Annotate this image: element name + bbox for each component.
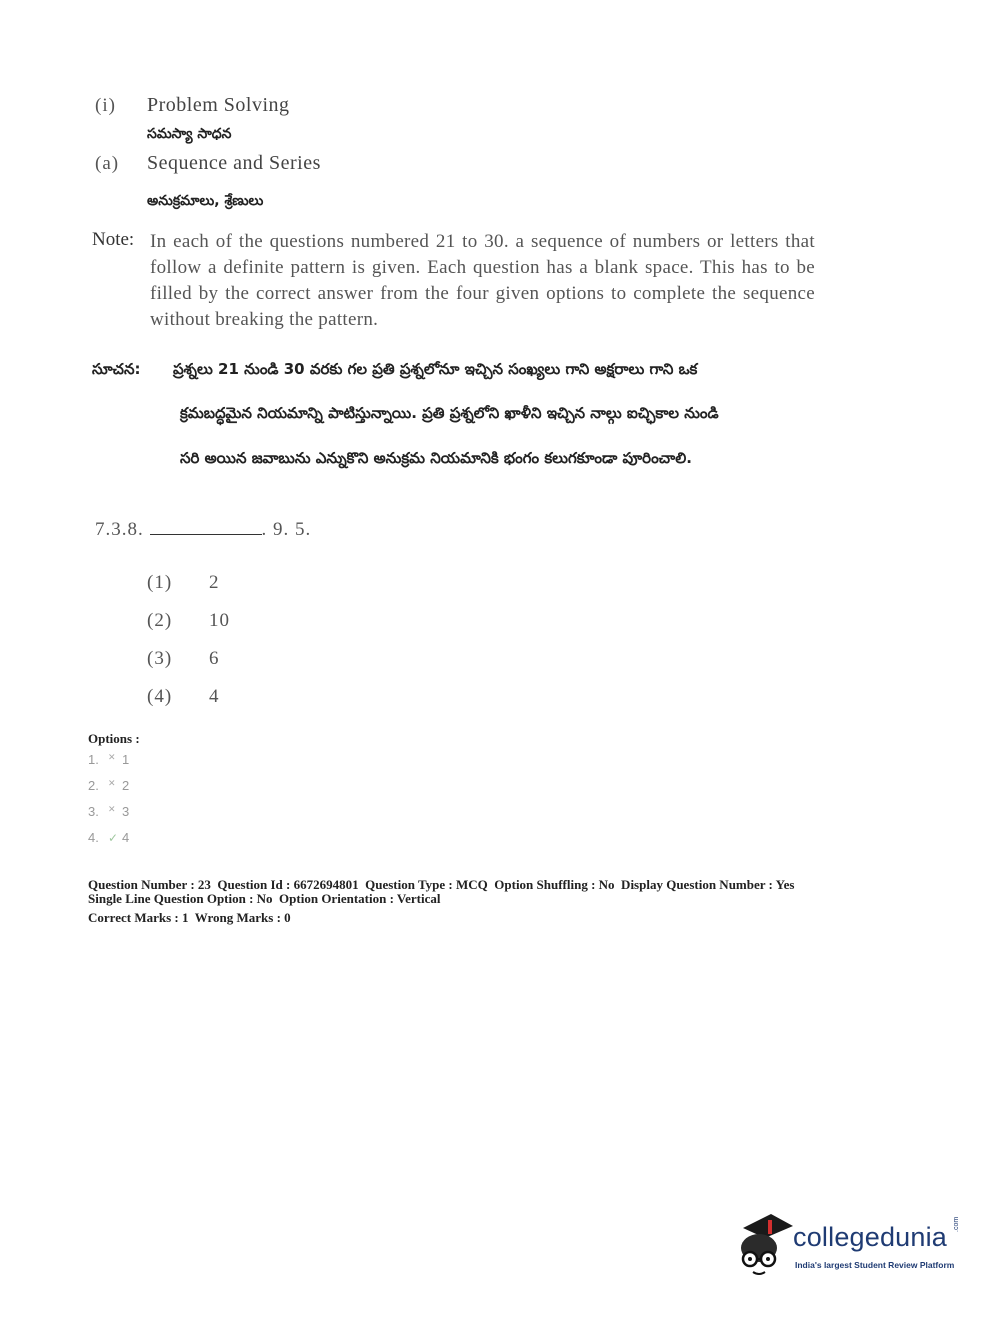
choice-number: (1) [147, 572, 173, 593]
question-after: . 9. 5. [261, 519, 312, 540]
section-a-number: (a) [95, 153, 120, 174]
option-item [88, 752, 129, 778]
option-item [88, 778, 129, 804]
telugu-note-line1: ప్రశ్నలు 21 నుండి 30 వరకు గల ప్రతి ప్రశ్నలోనూ ఇచ్చిన సంఖ్యలు గాని అక్షరాలు గాని ఒక [173, 360, 698, 378]
options-heading: Options : [88, 731, 140, 746]
question-meta-line3: Correct Marks : 1 Wrong Marks : 0 [88, 910, 291, 925]
wrong-mark-icon: ✕ [108, 804, 116, 814]
choice-row [147, 648, 230, 686]
telugu-note-line3: సరి అయిన జవాబును ఎన్నుకొని అనుక్రమ నియమానికి భంగం కలుగకూండా పూరించాలి. [180, 449, 692, 467]
section-i-title: Problem Solving [147, 94, 290, 116]
choice-value: 2 [209, 572, 220, 593]
wrong-mark-icon: ✕ [108, 752, 116, 762]
question-meta-line2: Single Line Question Option : No Option Orientation : Vertical [88, 891, 441, 906]
logo-suffix: .com [953, 1216, 960, 1232]
choice-row [147, 686, 230, 724]
option-index: 2. [88, 778, 99, 793]
option-value: 1 [122, 752, 130, 767]
note-text-content: In each of the questions numbered 21 to 30. a sequence of numbers or letters that follow a definite pattern is given. Each question has a blank space. This has to be filled by the correct answer from the four given options to complete the sequence without breaking the pattern. [150, 231, 815, 330]
choice-row [147, 610, 230, 648]
option-value: 2 [122, 778, 130, 793]
question-meta-line1: Question Number : 23 Question Id : 6672694801 Question Type : MCQ Option Shuffling : No Display Question Number : Yes [88, 877, 795, 892]
option-index: 1. [88, 752, 99, 767]
note-label: Note: [92, 229, 135, 250]
logo-tagline: India's largest Student Review Platform [795, 1260, 955, 1270]
choice-number: (3) [147, 648, 173, 669]
telugu-note-label: సూచన: [92, 360, 141, 378]
option-item [88, 804, 129, 830]
section-i-telugu: సమస్యా సాధన [147, 126, 232, 142]
section-i-number: (i) [95, 95, 116, 116]
check-mark-icon: ✓ [108, 831, 119, 845]
choice-value: 6 [209, 648, 220, 669]
section-a-telugu: అనుక్రమాలు, శ్రేణులు [147, 193, 264, 209]
choice-row [147, 572, 230, 610]
note-text [150, 229, 815, 333]
options-list [88, 752, 129, 856]
option-index: 3. [88, 804, 99, 819]
wrong-mark-icon: ✕ [108, 778, 116, 788]
telugu-note-line2: క్రమబద్ధమైన నియమాన్ని పాటిస్తున్నాయి. ప్రతి ప్రశ్నలోని ఖాళీని ఇచ్చిన నాల్గు ఐచ్ఛికాల నుండి [180, 404, 719, 422]
option-value: 3 [122, 804, 130, 819]
choice-value: 4 [209, 686, 220, 707]
question-sequence [95, 518, 311, 541]
choice-number: (2) [147, 610, 173, 631]
mascot-icon [735, 1210, 795, 1280]
question-blank [150, 518, 262, 535]
section-a-title: Sequence and Series [147, 152, 321, 174]
question-before: 7.3.8. [95, 519, 144, 540]
option-item [88, 830, 129, 856]
collegedunia-logo [735, 1210, 965, 1282]
option-index: 4. [88, 830, 99, 845]
choice-list [147, 572, 230, 724]
choice-number: (4) [147, 686, 173, 707]
choice-value: 10 [209, 610, 230, 631]
option-value: 4 [122, 830, 130, 845]
logo-name: collegedunia [793, 1222, 948, 1252]
